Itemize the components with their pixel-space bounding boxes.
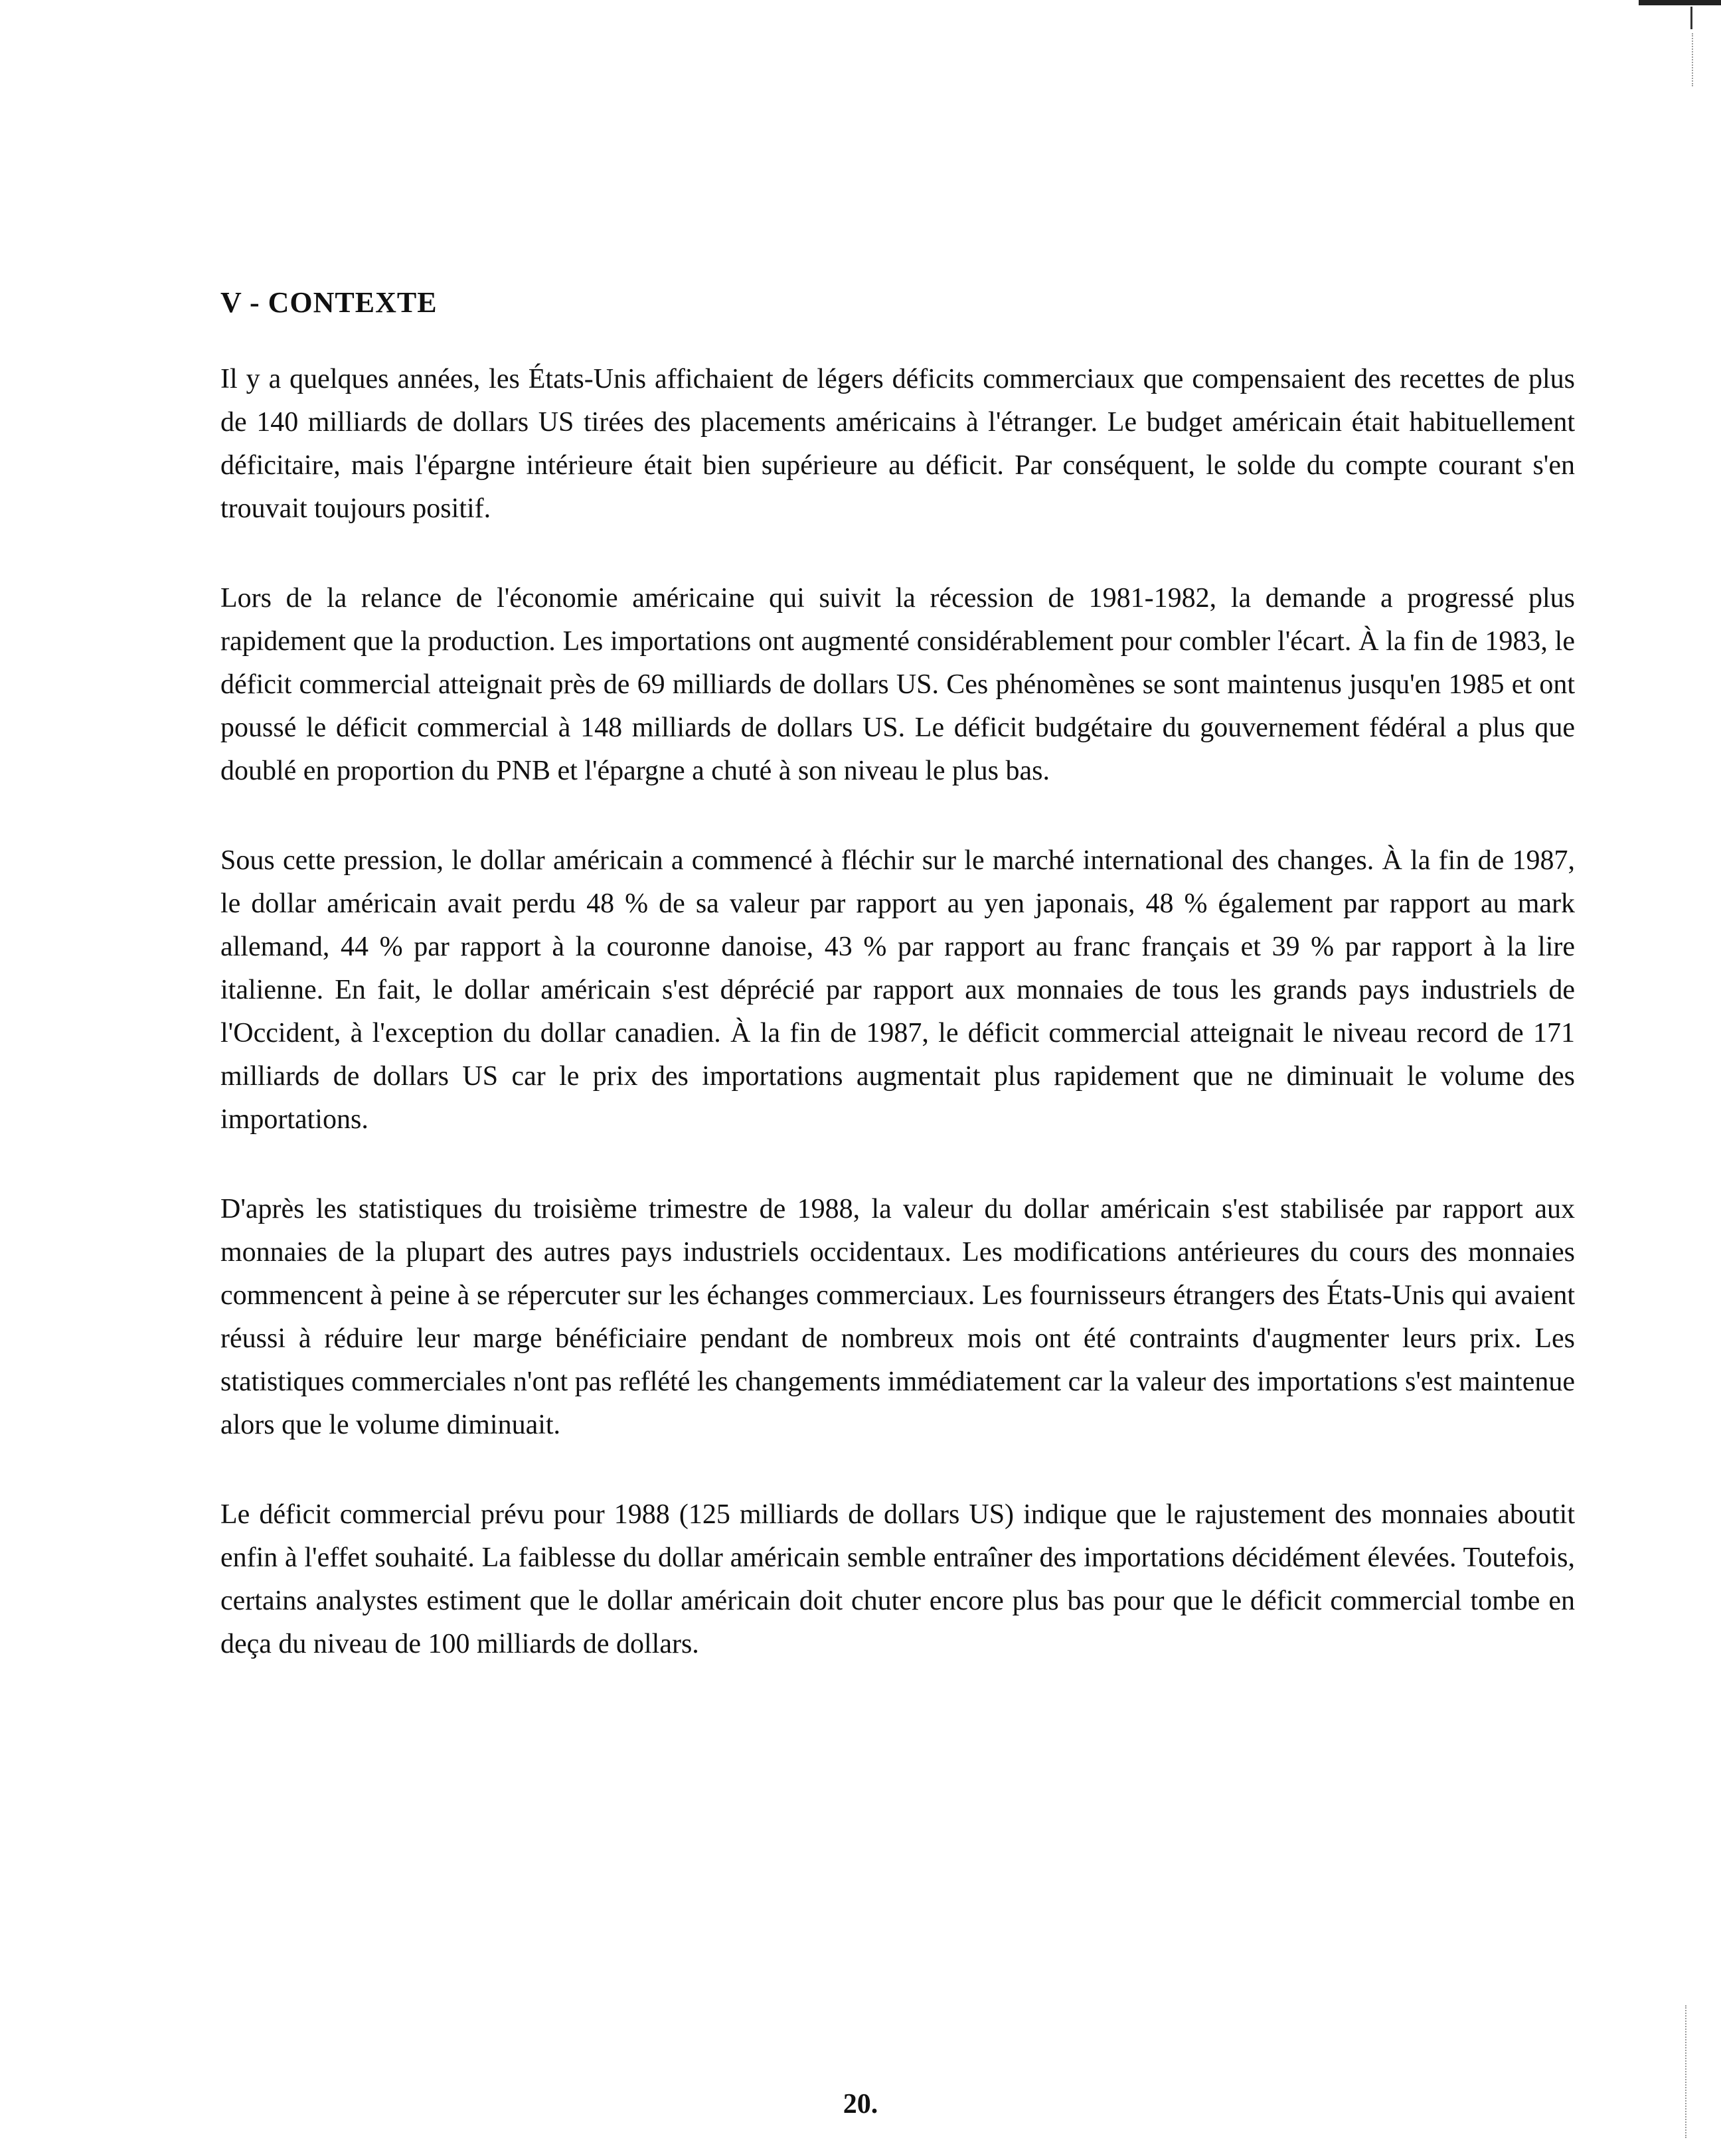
paragraph-2: Lors de la relance de l'économie américaine qui suivit la récession de 1981-1982, la demande a progressé plus rapidement que la production. Les importations ont augmenté considérablement pour combler l'écart. À la fin de 1983, le déficit commercial atteignait près de 69 milliards de dollars US. Ces phénomènes se sont maintenus jusqu'en 1985 et ont poussé le déficit commercial à 148 milliards de dollars US. Le déficit budgétaire du gouvernement fédéral a plus que doublé en proportion du PNB et l'épargne a chuté à son niveau le plus bas. [220,583,1575,786]
paragraph-1: Il y a quelques années, les États-Unis affichaient de légers déficits commerciaux que compensaient des recettes de plus de 140 milliards de dollars US tirées des placements américains à l'étranger. Le budget américain était habituellement déficitaire, mais l'épargne intérieure était bien supérieure au déficit. Par conséquent, le solde du compte courant s'en trouvait toujours positif. [220,364,1575,524]
paragraph-3: Sous cette pression, le dollar américain a commencé à fléchir sur le marché international des changes. À la fin de 1987, le dollar américain avait perdu 48 % de sa valeur par rapport au yen japonais, 48 % également par rapport au mark allemand, 44 % par rapport à la couronne danoise, 43 % par rapport au franc français et 39 % par rapport à la lire italienne. En fait, le dollar américain s'est déprécié par rapport aux monnaies de tous les grands pays industriels de l'Occident, à l'exception du dollar canadien. À la fin de 1987, le déficit commercial atteignait le niveau record de 171 milliards de dollars US car le prix des importations augmentait plus rapidement que ne diminuait le volume des importations. [220,845,1575,1135]
page-number: 20. [843,2089,878,2119]
scan-tick-mark [1690,7,1692,29]
document-body [220,286,1575,1712]
paragraph-5: Le déficit commercial prévu pour 1988 (125 milliards de dollars US) indique que le rajustement des monnaies aboutit enfin à l'effet souhaité. La faiblesse du dollar américain semble entraîner des importations décidément élevées. Toutefois, certains analystes estiment que le dollar américain doit chuter encore plus bas pour que le déficit commercial tombe en deça du niveau de 100 milliards de dollars. [220,1499,1575,1659]
paragraph-4: D'après les statistiques du troisième trimestre de 1988, la valeur du dollar américain s'est stabilisée par rapport aux monnaies de la plupart des autres pays industriels occidentaux. Les modifications antérieures du cours des monnaies commencent à peine à se répercuter sur les échanges commerciaux. Les fournisseurs étrangers des États-Unis qui avaient réussi à réduire leur marge bénéficiaire pendant de nombreux mois ont été contraints d'augmenter leurs prix. Les statistiques commerciales n'ont pas reflété les changements immédiatement car la valeur des importations s'est maintenue alors que le volume diminuait. [220,1194,1575,1440]
scan-dotted-edge-top [1692,33,1694,86]
scan-edge-mark [1639,0,1721,5]
section-heading: V - CONTEXTE [220,286,438,319]
